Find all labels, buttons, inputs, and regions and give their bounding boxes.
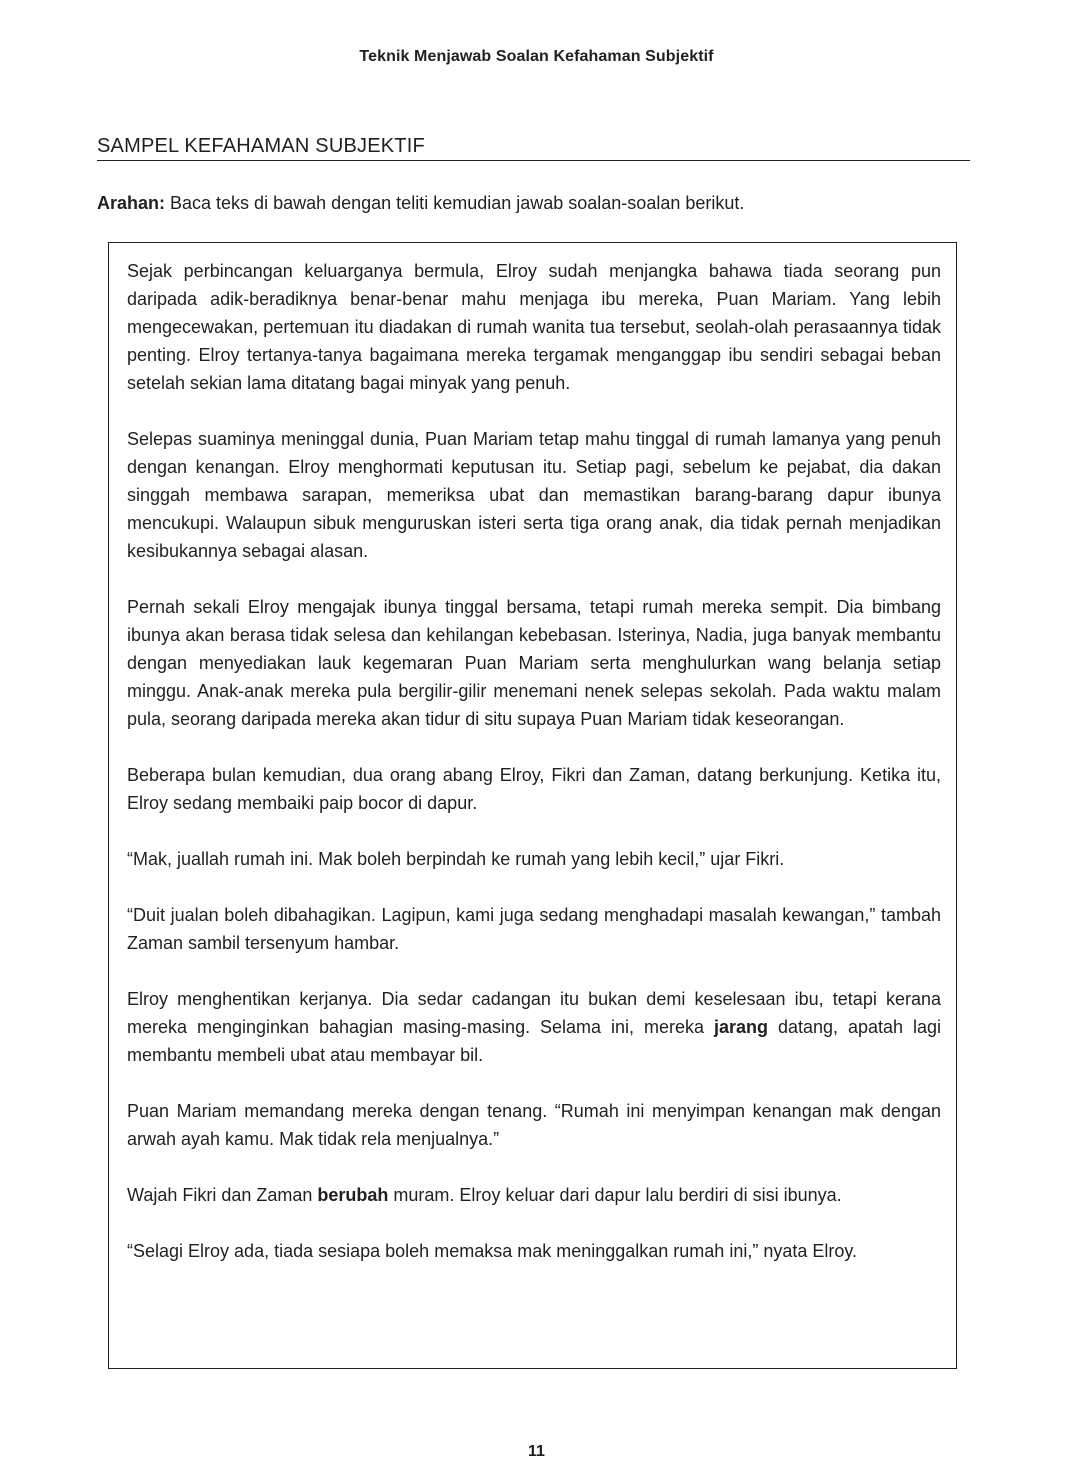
passage-text: [127, 257, 941, 1265]
highlighted-word-berubah: berubah: [317, 1185, 389, 1205]
highlighted-word-jarang: jarang: [713, 1017, 768, 1037]
paragraph-7-text-start: Elroy menghentikan kerjanya. Dia sedar cadangan itu bukan demi keselesaan ibu, tetapi kerana mereka menginginkan bahagian masing-masing. Selama ini, mereka: [127, 989, 941, 1037]
passage-box: [108, 242, 957, 1369]
passage-paragraph-9: [127, 1181, 941, 1209]
passage-paragraph-6: “Duit jualan boleh dibahagikan. Lagipun, kami juga sedang menghadapi masalah kewangan,” tambah Zaman sambil tersenyum hambar.: [127, 905, 941, 953]
passage-paragraph-10: “Selagi Elroy ada, tiada sesiapa boleh memaksa mak meninggalkan rumah ini,” nyata Elroy.: [127, 1241, 858, 1261]
running-header: Teknik Menjawab Soalan Kefahaman Subjektif: [359, 48, 714, 65]
paragraph-9-text-end: muram. Elroy keluar dari dapur lalu berdiri di sisi ibunya.: [388, 1185, 842, 1205]
passage-paragraph-2: Selepas suaminya meninggal dunia, Puan Mariam tetap mahu tinggal di rumah lamanya yang penuh dengan kenangan. Elroy menghormati keputusan itu. Setiap pagi, sebelum ke pejabat, dia dakan singgah membawa sarapan, memeriksa ubat dan memastikan barang-barang dapur ibunya mencukupi. Walaupun sibuk menguruskan isteri serta tiga orang anak, dia tidak pernah menjadikan kesibukannya sebagai alasan.: [127, 429, 941, 561]
passage-paragraph-8: Puan Mariam memandang mereka dengan tenang. “Rumah ini menyimpan kenangan mak dengan arwah ayah kamu. Mak tidak rela menjualnya.”: [127, 1101, 941, 1149]
page-number: 11: [528, 1443, 545, 1460]
instruction-label: Arahan:: [97, 193, 166, 213]
passage-paragraph-5: “Mak, juallah rumah ini. Mak boleh berpindah ke rumah yang lebih kecil,” ujar Fikri.: [127, 849, 785, 869]
section-title: SAMPEL KEFAHAMAN SUBJEKTIF: [97, 133, 970, 161]
instruction: [97, 189, 970, 217]
paragraph-9-text-start: Wajah Fikri dan Zaman: [127, 1185, 318, 1205]
passage-paragraph-1: Sejak perbincangan keluarganya bermula, Elroy sudah menjangka bahawa tiada seorang pun daripada adik-beradiknya benar-benar mahu menjaga ibu mereka, Puan Mariam. Yang lebih mengecewakan, pertemuan itu diadakan di rumah wanita tua tersebut, seolah-olah perasaannya tidak penting. Elroy tertanya-tanya bagaimana mereka tergamak menganggap ibu sendiri sebagai beban setelah sekian lama ditatang bagai minyak yang penuh.: [127, 261, 941, 393]
paragraph-7-text-end: datang, apatah lagi membantu membeli ubat atau membayar bil.: [127, 1017, 941, 1065]
passage-paragraph-7: [127, 985, 941, 1069]
passage-paragraph-4: Beberapa bulan kemudian, dua orang abang Elroy, Fikri dan Zaman, datang berkunjung. Ketika itu, Elroy sedang membaiki paip bocor di dapur.: [127, 765, 941, 813]
passage-paragraph-3: Pernah sekali Elroy mengajak ibunya tinggal bersama, tetapi rumah mereka sempit. Dia bimbang ibunya akan berasa tidak selesa dan kehilangan kebebasan. Isterinya, Nadia, juga banyak membantu dengan menyediakan lauk kegemaran Puan Mariam serta menghulurkan wang belanja setiap minggu. Anak-anak mereka pula bergilir-gilir menemani nenek selepas sekolah. Pada waktu malam pula, seorang daripada mereka akan tidur di situ supaya Puan Mariam tidak keseorangan.: [127, 597, 941, 729]
instruction-text: Baca teks di bawah dengan teliti kemudian jawab soalan-soalan berikut.: [165, 193, 745, 213]
